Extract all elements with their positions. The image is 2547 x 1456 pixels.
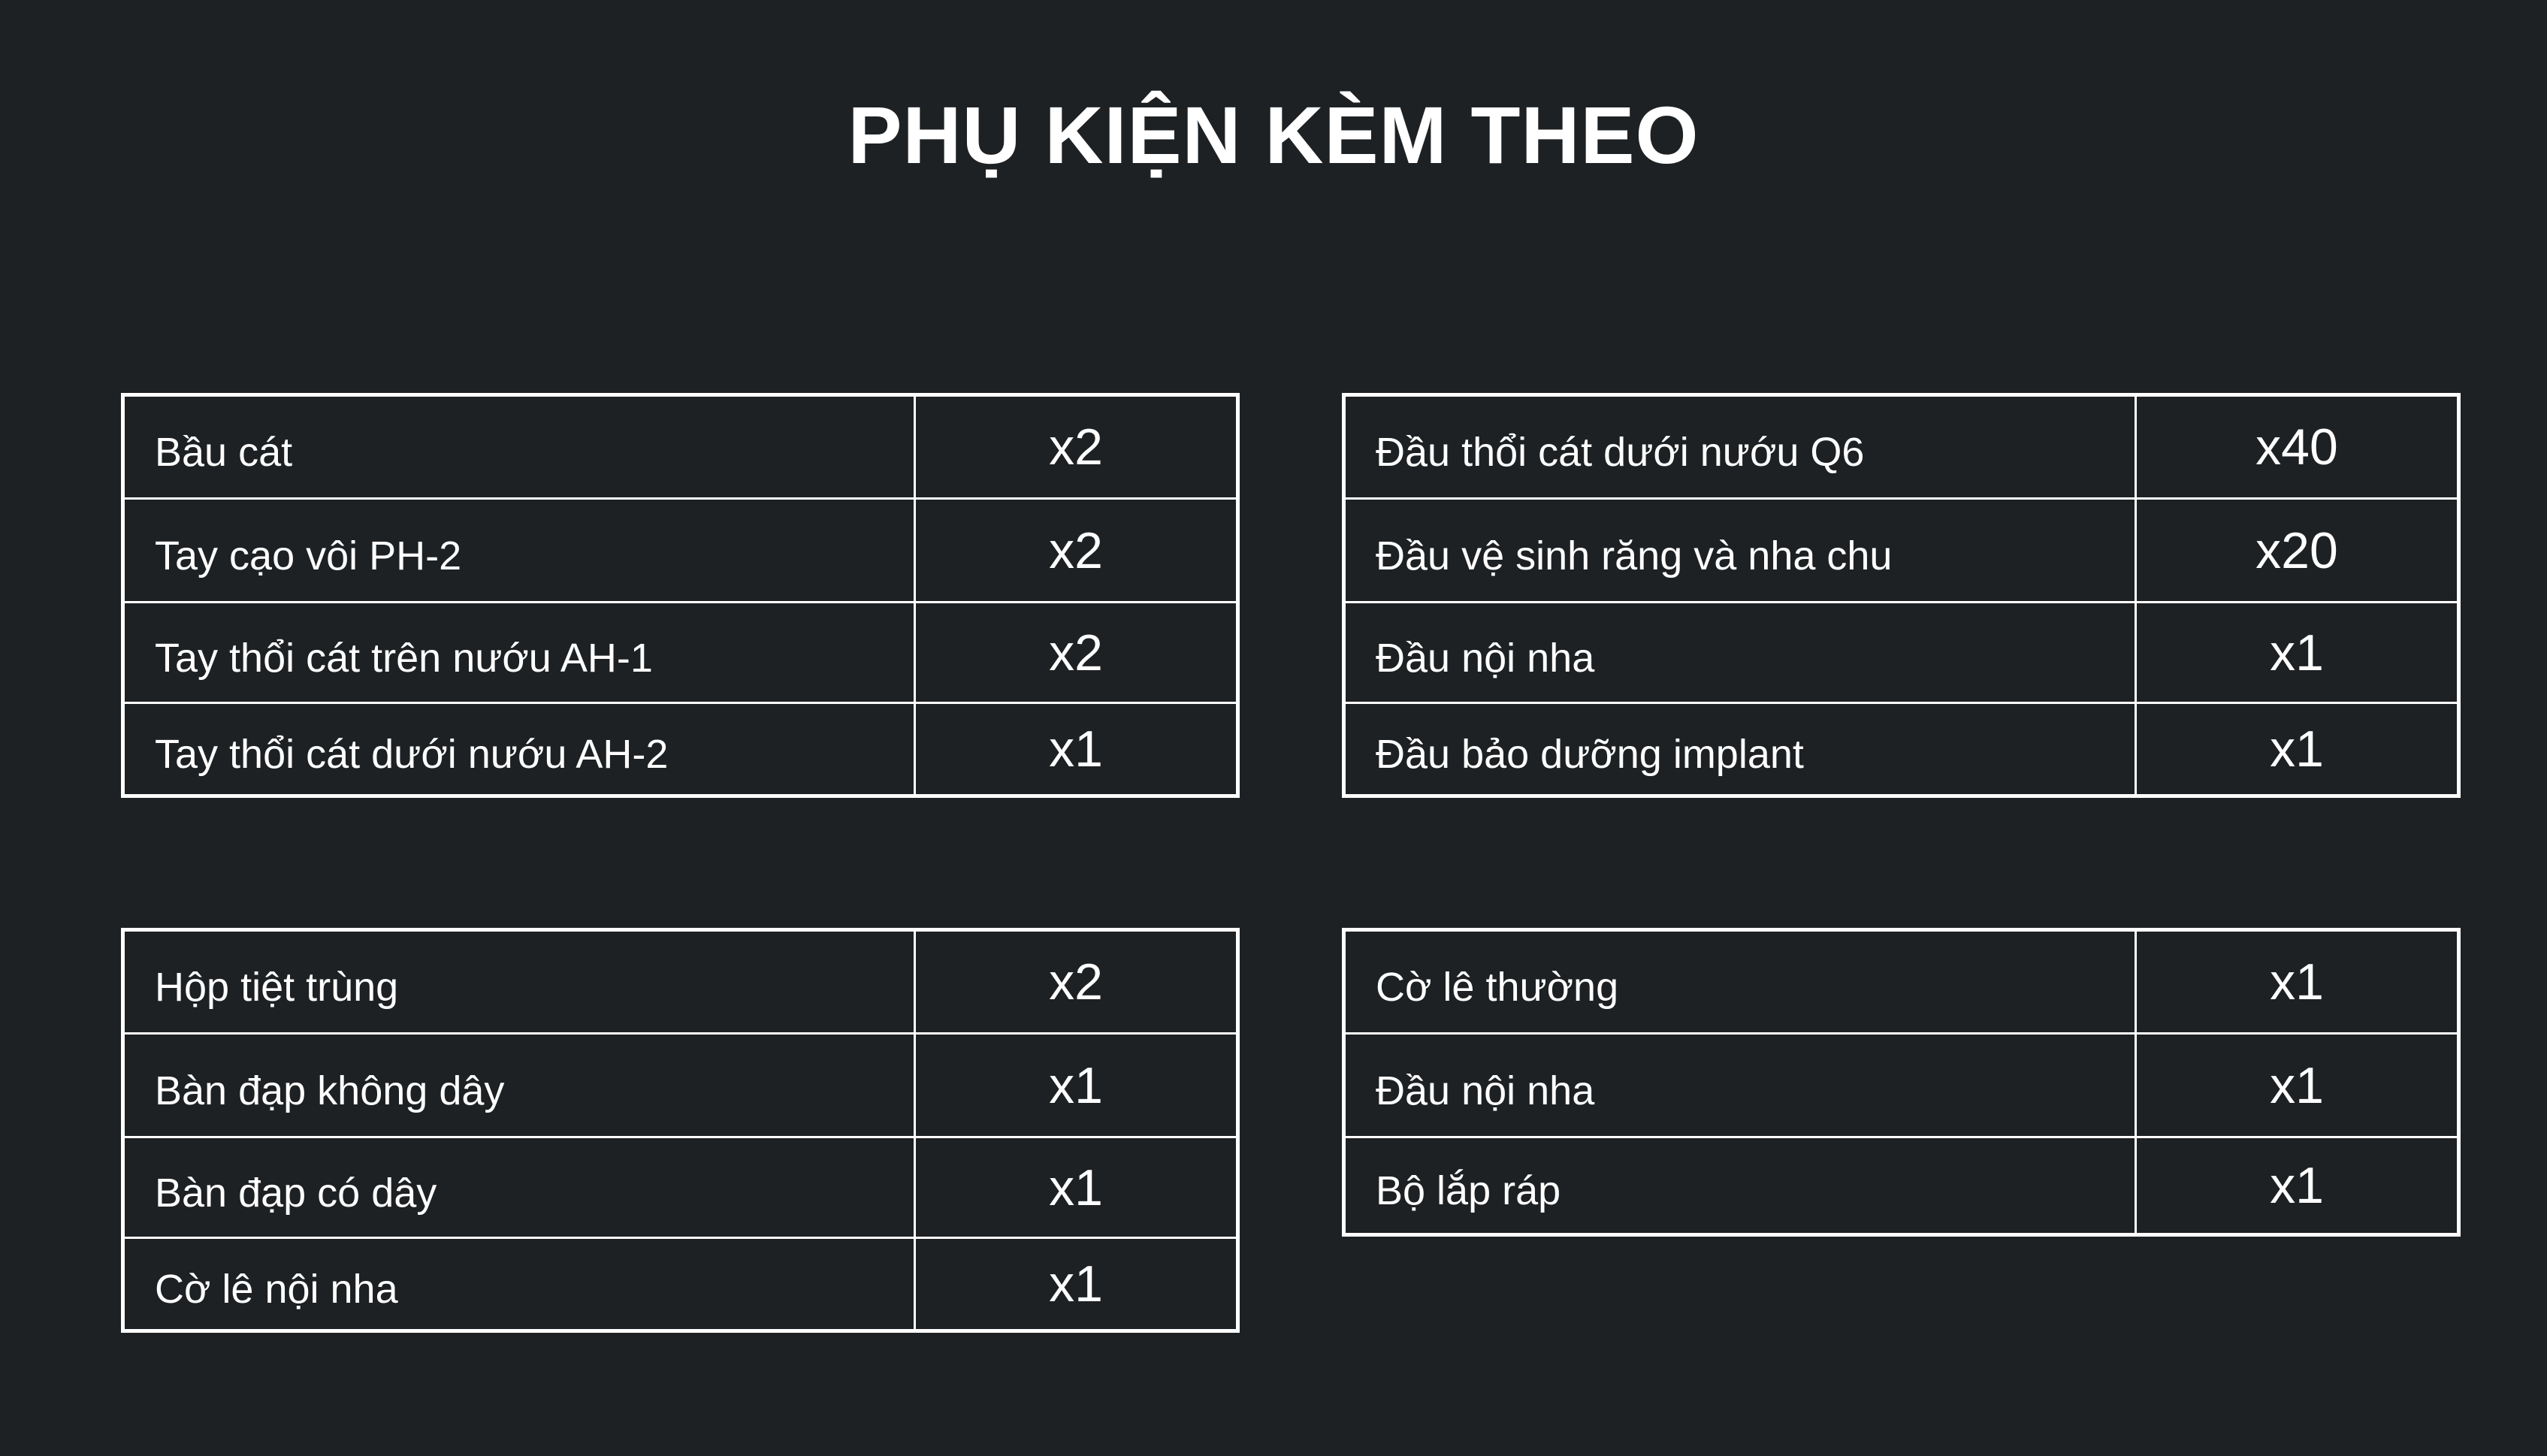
item-quantity: x40 bbox=[2136, 395, 2459, 499]
item-name: Đầu nội nha bbox=[1344, 1034, 2136, 1137]
table-row bbox=[1344, 930, 2459, 1034]
table-row bbox=[123, 395, 1238, 499]
table-row bbox=[123, 603, 1238, 703]
table-row bbox=[1344, 1034, 2459, 1137]
table-row bbox=[123, 930, 1238, 1034]
item-name: Bầu cát bbox=[123, 395, 915, 499]
item-name: Cờ lê thường bbox=[1344, 930, 2136, 1034]
table-row bbox=[1344, 703, 2459, 796]
table-row bbox=[1344, 603, 2459, 703]
table-row bbox=[123, 1137, 1238, 1238]
accessory-table-4 bbox=[1342, 928, 2461, 1237]
item-name: Đầu thổi cát dưới nướu Q6 bbox=[1344, 395, 2136, 499]
item-quantity: x2 bbox=[915, 930, 1238, 1034]
accessory-table-2 bbox=[1342, 393, 2461, 798]
item-quantity: x1 bbox=[915, 1238, 1238, 1331]
item-quantity: x2 bbox=[915, 603, 1238, 703]
table-row bbox=[123, 1034, 1238, 1137]
item-name: Bàn đạp không dây bbox=[123, 1034, 915, 1137]
table-row bbox=[123, 703, 1238, 796]
page-title: PHỤ KIỆN KÈM THEO bbox=[847, 89, 1700, 180]
table-row bbox=[123, 499, 1238, 603]
item-quantity: x2 bbox=[915, 499, 1238, 603]
item-name: Đầu vệ sinh răng và nha chu bbox=[1344, 499, 2136, 603]
table-row bbox=[1344, 499, 2459, 603]
item-quantity: x1 bbox=[915, 1034, 1238, 1137]
item-quantity: x1 bbox=[2136, 1137, 2459, 1235]
accessory-table-3 bbox=[121, 928, 1240, 1333]
item-name: Bàn đạp có dây bbox=[123, 1137, 915, 1238]
item-quantity: x1 bbox=[2136, 703, 2459, 796]
table-row bbox=[1344, 395, 2459, 499]
accessory-table-1 bbox=[121, 393, 1240, 798]
item-quantity: x1 bbox=[2136, 1034, 2459, 1137]
item-quantity: x1 bbox=[915, 703, 1238, 796]
item-name: Đầu nội nha bbox=[1344, 603, 2136, 703]
item-quantity: x2 bbox=[915, 395, 1238, 499]
item-quantity: x20 bbox=[2136, 499, 2459, 603]
table-row bbox=[1344, 1137, 2459, 1235]
item-quantity: x1 bbox=[2136, 603, 2459, 703]
table-row bbox=[123, 1238, 1238, 1331]
item-name: Tay thổi cát trên nướu AH-1 bbox=[123, 603, 915, 703]
item-name: Tay thổi cát dưới nướu AH-2 bbox=[123, 703, 915, 796]
item-name: Tay cạo vôi PH-2 bbox=[123, 499, 915, 603]
item-name: Đầu bảo dưỡng implant bbox=[1344, 703, 2136, 796]
item-name: Cờ lê nội nha bbox=[123, 1238, 915, 1331]
item-name: Bộ lắp ráp bbox=[1344, 1137, 2136, 1235]
item-name: Hộp tiệt trùng bbox=[123, 930, 915, 1034]
item-quantity: x1 bbox=[2136, 930, 2459, 1034]
item-quantity: x1 bbox=[915, 1137, 1238, 1238]
